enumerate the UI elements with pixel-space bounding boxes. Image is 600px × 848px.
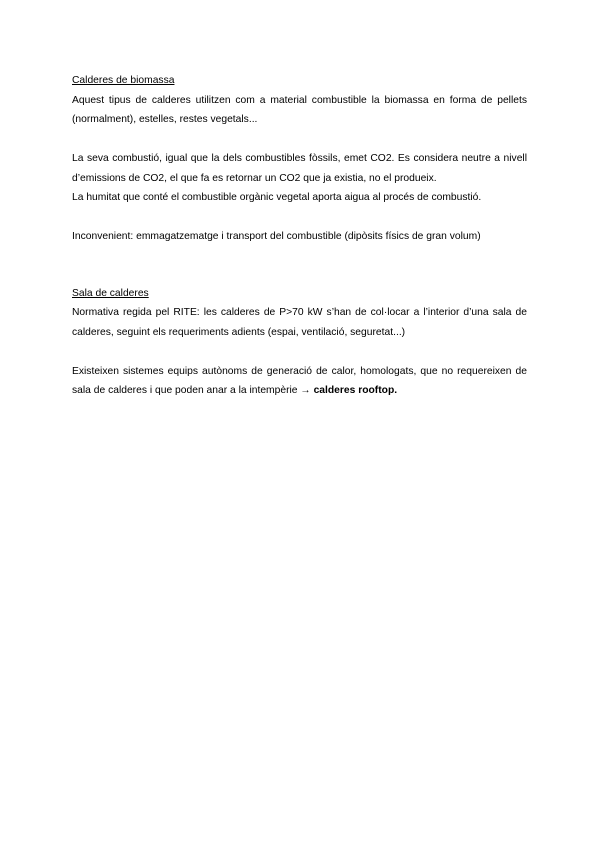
paragraph-humitat: La humitat que conté el combustible orgànic vegetal aporta aigua al procés de combustió. [72, 192, 482, 203]
sistemes-text: Existeixen sistemes equips autònoms de generació de calor, homologats, que no requereixen de sala de calderes i que poden anar a la intempèrie [72, 365, 527, 396]
spacer [72, 342, 527, 362]
spacer [72, 247, 527, 284]
calderes-rooftop-bold: calderes rooftop. [310, 385, 398, 396]
paragraph-inconvenient: Inconvenient: emmagatzematge i transport del combustible (dipòsits físics de gran volum) [72, 231, 481, 242]
spacer [72, 208, 527, 228]
heading-sala-de-calderes: Sala de calderes [72, 287, 149, 299]
document-page [72, 71, 527, 401]
paragraph-biomassa-description: Aquest tipus de calderes utilitzen com a material combustible la biomassa en forma de pellets (normalment), estelles, restes vegetals... [72, 94, 527, 125]
arrow-icon: → [300, 385, 311, 396]
paragraph-normativa-rite: Normativa regida pel RITE: les calderes de P>70 kW s’han de col·locar a l’interior d’una sala de calderes, seguint els requeriments adients (espai, ventilació, seguretat...) [72, 307, 527, 338]
paragraph-combustio: La seva combustió, igual que la dels combustibles fòssils, emet CO2. Es considera neutre a nivell d’emissions de CO2, el que fa es retornar un CO2 que ja existia, no el produeix. [72, 153, 527, 184]
spacer [72, 130, 527, 150]
heading-calderes-biomassa: Calderes de biomassa [72, 75, 175, 86]
paragraph-sistemes-autonoms [72, 362, 527, 401]
